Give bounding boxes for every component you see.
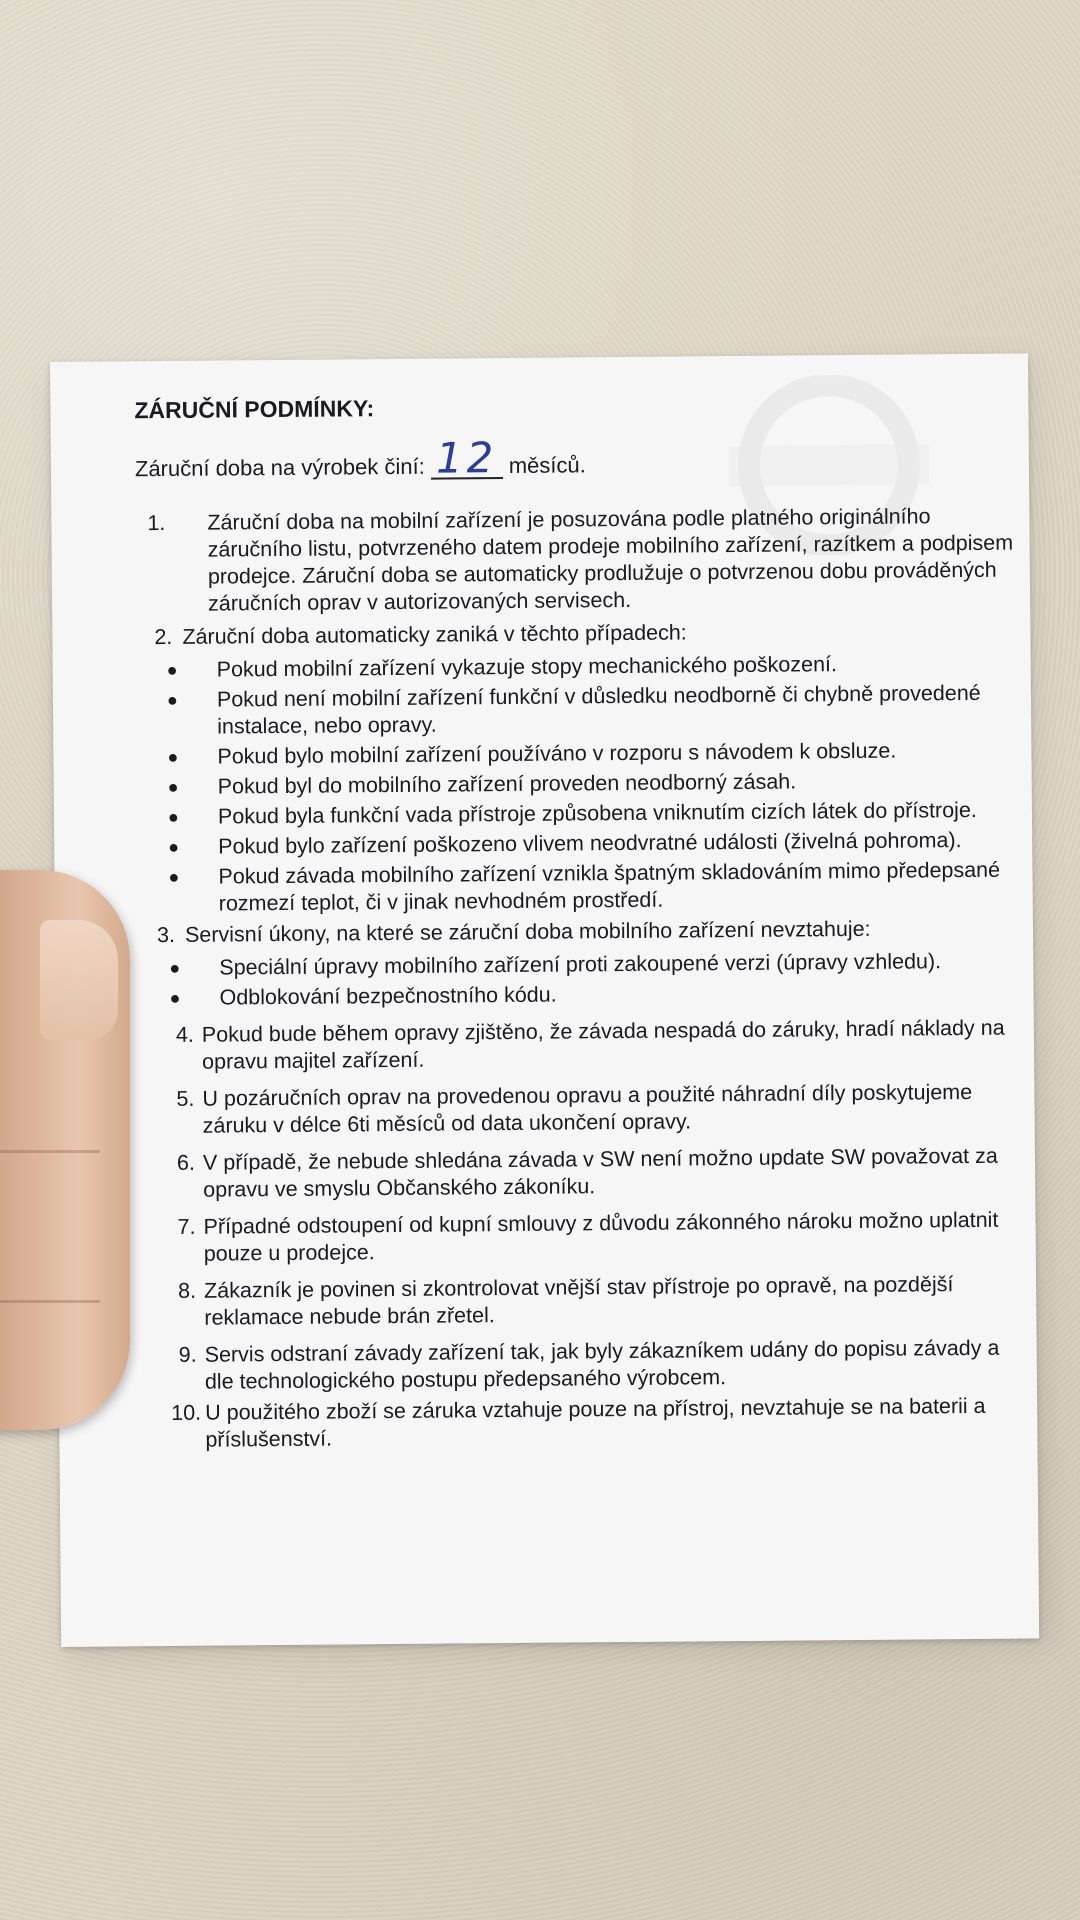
bullet-text: Pokud závada mobilního zařízení vznikla špatným skladováním mimo předepsané rozmezí teplot, či v jinak nevhodném prostředí. [218,857,1001,916]
bullet-item [139,978,1019,1013]
bullet-text: Pokud mobilní zařízení vykazuje stopy mechanického poškození. [216,652,838,682]
bullet-text: Pokud byla funkční vada přístroje způsobena vniknutím cizích látek do přístroje. [217,797,977,829]
bullet-item [138,827,1018,862]
clause-text: Servisní úkony, na které se záruční doba mobilního zařízení nevztahuje: [184,916,871,947]
clause-8 [142,1271,1022,1333]
bullet-text: Pokud bylo mobilní zařízení používáno v rozporu s návodem k obsluze. [217,738,897,769]
warranty-sheet [50,353,1039,1646]
clause-text: V případě, že nebude shledána závada v SW není možno update SW považovat za opravu ve smyslu Občanského zákoníku. [202,1143,998,1202]
handwritten-months: 12 [435,433,498,483]
bullet-icon: ● [168,866,180,887]
bullet-icon: ● [169,957,181,978]
bullet-icon: ● [167,776,179,797]
clause-3-bullet-list [139,948,1019,1013]
thumb-nail [40,920,118,1040]
bullet-icon: ● [167,746,179,767]
warranty-period-line [134,433,1015,483]
clause-text: U pozáručních oprav na provedenou opravu a použité náhradní díly poskytujeme záruku v délce 6ti měsíců od data ukončení opravy. [202,1079,973,1138]
clause-7 [141,1207,1021,1269]
bullet-item [138,767,1018,802]
warranty-period-blank [431,433,503,483]
clause-10 [143,1393,1023,1455]
clause-number: 4. [175,1022,194,1047]
clause-2-bullet-list [137,650,1019,919]
clause-number: 2. [154,624,173,650]
bullet-icon: ● [166,659,178,680]
clause-9 [143,1335,1023,1397]
warranty-period-prefix: Záruční doba na výrobek činí: [134,453,425,482]
bullet-text: Odblokování bezpečnostního kódu. [219,982,557,1010]
bullet-item [137,737,1017,772]
clause-2 [136,617,1016,652]
clause-text: Zákazník je povinen si zkontrolovat vnější stav přístroje po opravě, na pozdější reklamace nebude brán zřetel. [204,1272,954,1330]
clause-number: 9. [178,1342,197,1367]
clause-text: Servis odstraní závady zařízení tak, jak byly zákazníkem udány do popisu závady a dle technologického postupu předepsaného výrobcem. [204,1335,1000,1394]
clause-number: 6. [176,1150,196,1175]
bullet-item [139,948,1019,983]
clause-text: Pokud bude během opravy zjištěno, že závada nespadá do záruky, hradí náklady na opravu majitel zařízení. [201,1015,1005,1074]
bullet-icon: ● [167,806,179,827]
bullet-text: Pokud bylo zařízení poškozeno vlivem neodvratné události (živelná pohroma). [218,828,962,859]
bullet-icon: ● [168,836,180,857]
bullet-icon: ● [169,987,181,1008]
clause-6 [141,1143,1021,1205]
bullet-item [137,680,1017,742]
bullet-item [138,857,1018,919]
clause-4 [140,1015,1020,1077]
finger-crease [0,1150,100,1153]
clause-text: Záruční doba automaticky zaniká v těchto případech: [182,620,687,649]
bullet-text: Pokud není mobilní zařízení funkční v důsledku neodborně či chybně provedené instalace, nebo opravy. [216,680,981,739]
clause-5 [140,1079,1020,1141]
finger-crease [0,1300,100,1303]
document-heading: ZÁRUČNÍ PODMÍNKY: [134,395,375,424]
clause-3 [139,915,1019,950]
clause-1 [135,503,1016,619]
clause-number: 10. [171,1400,202,1425]
clause-number: 7. [177,1214,196,1239]
clause-text: U použitého zboží se záruka vztahuje pouze na přístroj, nevztahuje se na baterii a příslušenství. [205,1393,986,1452]
clause-number: 5. [176,1086,195,1111]
bullet-item [137,650,1017,685]
document-body [134,390,1023,1455]
bullet-icon: ● [166,689,178,710]
clause-text: Případné odstoupení od kupní smlouvy z důvodu zákonného nároku možno uplatnit pouze u prodejce. [203,1207,999,1266]
clause-number: 1. [147,511,166,536]
clause-text: Záruční doba na mobilní zařízení je posuzována podle platného originálního záručního listu, potvrzeného datem prodeje mobilního zařízení, razítkem a podpisem prodejce. Záruční doba se automaticky prodlužuje o potvrzenou dobu prováděných záručních oprav v autorizovaných servisech. [207,504,1014,616]
bullet-item [138,797,1018,832]
warranty-period-suffix: měsíců. [508,452,586,479]
bullet-text: Pokud byl do mobilního zařízení proveden neodborný zásah. [217,769,797,799]
clause-number: 3. [156,922,176,948]
bullet-text: Speciální úpravy mobilního zařízení proti zakoupené verzi (úpravy vzhledu). [219,949,942,980]
clause-number: 8. [178,1278,197,1303]
